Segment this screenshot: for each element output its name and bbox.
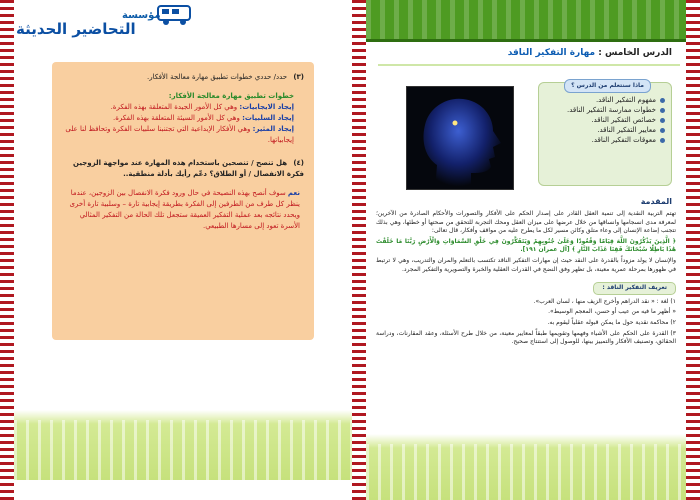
logo-brand-top: مؤسسة (122, 10, 161, 21)
quran-verse: ﴿ الَّذِينَ يَذْكُرُونَ اللَّهَ قِيَامًا وَقُعُودًا وَعَلَىٰ جُنُوبِهِمْ وَيَتَفَكَّرُونَ فِي خَلْقِ السَّمَاوَاتِ وَالْأَرْضِ رَبَّنَا مَا خَلَقْتَ هَٰذَا بَاطِلًا سُبْحَانَكَ فَقِنَا عَذَابَ النَّارِ ﴾ [آل عمران ١٩١]. (376, 237, 676, 254)
spiral-binding-left (0, 0, 14, 500)
definition-heading: تعريف التفكير الناقد : (593, 282, 676, 295)
head-silhouette-image (406, 86, 514, 190)
step-2-label: إيجاد السلبيات: (242, 114, 294, 122)
objectives-list (543, 95, 665, 145)
definition-2: « أظهر ما فيه من عيب أو حسن، المعجم الوسيط». (548, 308, 676, 316)
spiral-binding-right (686, 0, 700, 500)
question-3-text: حدد/ حددي خطوات تطبيق مهارة معالجة الأفكار. (146, 73, 288, 81)
definition-1: ١) لغة : « نقد الدراهم وأخرج الزيف منها ، لسان العرب». (533, 297, 676, 305)
definition-4: ٣) القدرة على الحكم على الأشياء وفهمها وتقويمها طبقاً لمعايير معينة، من خلال طرح الأسئلة، وعقد المقارنات، ودراسة الحقائق، وتصنيف الأفكار والتمييز بينها، للوصول إلى استنتاج صحيح. (376, 329, 676, 346)
intro-heading: المقدمة (640, 197, 672, 206)
answer-text: سوف أنصح بهذه النصيحة في حال ورود فكرة الانفصال بين الزوجين، عندما ينظر كل طرف من الطرفين إلى الفكرة بطريقة إيجابية تارة – وسلبية تارة أخرى ويحدد نتائجه بعد عملية التفكير العميقة ستجعل تلك الحالة من التفكير المثالي الأسرة تعود إلى مسارها الطبيعي. (69, 189, 300, 230)
step-3-text: وهي الأفكار الإبداعية التي تجتنبنا سلبيات الفكرة وتحافظ لنا على إيجابياتها. (65, 125, 294, 144)
objectives-heading: ماذا سنتعلم من الدرس ؟ (564, 79, 651, 93)
step-1-text: وهي كل الأمور الجيدة المتعلقة بهذه الفكرة. (110, 103, 238, 111)
lesson-title (378, 48, 680, 66)
lesson-title-text: مهارة التفكير الناقد (507, 48, 596, 58)
lesson-prefix: الدرس الخامس : (598, 48, 672, 58)
steps-block (62, 91, 304, 146)
step-2 (62, 113, 294, 124)
spiral-binding-center-left (352, 0, 366, 500)
objectives-box (538, 82, 672, 186)
question-4-number: (٤) (293, 159, 304, 167)
step-1-label: إيجاد الايجابيات: (239, 103, 294, 111)
objective-item: مفهوم التفكير الناقد. (543, 95, 665, 105)
answer-label: نعم (287, 189, 300, 197)
left-page (14, 0, 352, 500)
grass-footer (14, 410, 352, 480)
step-1 (62, 102, 294, 113)
bus-icon (156, 2, 194, 28)
logo-brand-main: التحاضير الحديثة (16, 20, 136, 38)
objective-item: خصائص التفكير الناقد. (543, 115, 665, 125)
steps-title: خطوات تطبيق مهارة معالجة الأفكار: (168, 92, 294, 100)
intro-paragraph-1: تهتم التربية النقدية إلى تنمية العقل القادر على إصدار الحكم على الأفكار والتصورات والأحكام الصادرة من الآخرين؛ لمعرفة مدى انسجامها وانساقها من خلال عرضها على ميزان العقل ومحك التجربة للتحقق من صحتها أو خطئها، وهي بذلك تتجنب إضاعة الإنسان إلى وعاء متلق وكائن مسير لكل ما يطرح عليه من مواقف وأفكار، قال تعالى: (376, 210, 676, 235)
answer-block (62, 188, 304, 232)
grass-footer-right (366, 434, 686, 500)
question-4-text: هل تنصح / تنصحين باستخدام هذه المهارة عند مواجهة الزوجين فكرة الانفصال / أو الطلاق؟ دعّم رأيك بأدلة منطقية.. (73, 159, 304, 178)
grass-header (366, 0, 686, 42)
question-box (52, 62, 314, 340)
objective-item: معايير التفكير الناقد. (543, 125, 665, 135)
step-2-text: وهي كل الأمور السيئة المتعلقة بهذه الفكرة. (112, 114, 240, 122)
question-4 (62, 158, 304, 180)
question-3-number: (٣) (293, 73, 304, 81)
intro-paragraph-2: والإنسان لا يولد مزوداً بالقدرة على النقد حيث إن مهارات التفكير الناقد تكتسب بالتعلم والمران والتدريب، وهي لا ترتبط في ظهورها بمرحلة عمرية معينة، بل تظهر وفق النضج في القدرات العقلية والخبرة والتصويرية والتفكير المجرد. (376, 256, 676, 273)
right-page (366, 0, 686, 500)
step-3-label: إيجاد المثير: (252, 125, 294, 133)
objective-item: معوقات التفكير الناقد. (543, 135, 665, 145)
definition-3: ٢) محاكمة نقدية حول ما يمكن قبوله عقلياً ليقوم به. (547, 318, 676, 326)
question-3 (62, 72, 304, 83)
lesson-body (376, 210, 676, 349)
step-3 (62, 124, 294, 146)
objective-item: خطوات ممارسة التفكير الناقد. (543, 105, 665, 115)
publisher-logo (16, 2, 196, 38)
